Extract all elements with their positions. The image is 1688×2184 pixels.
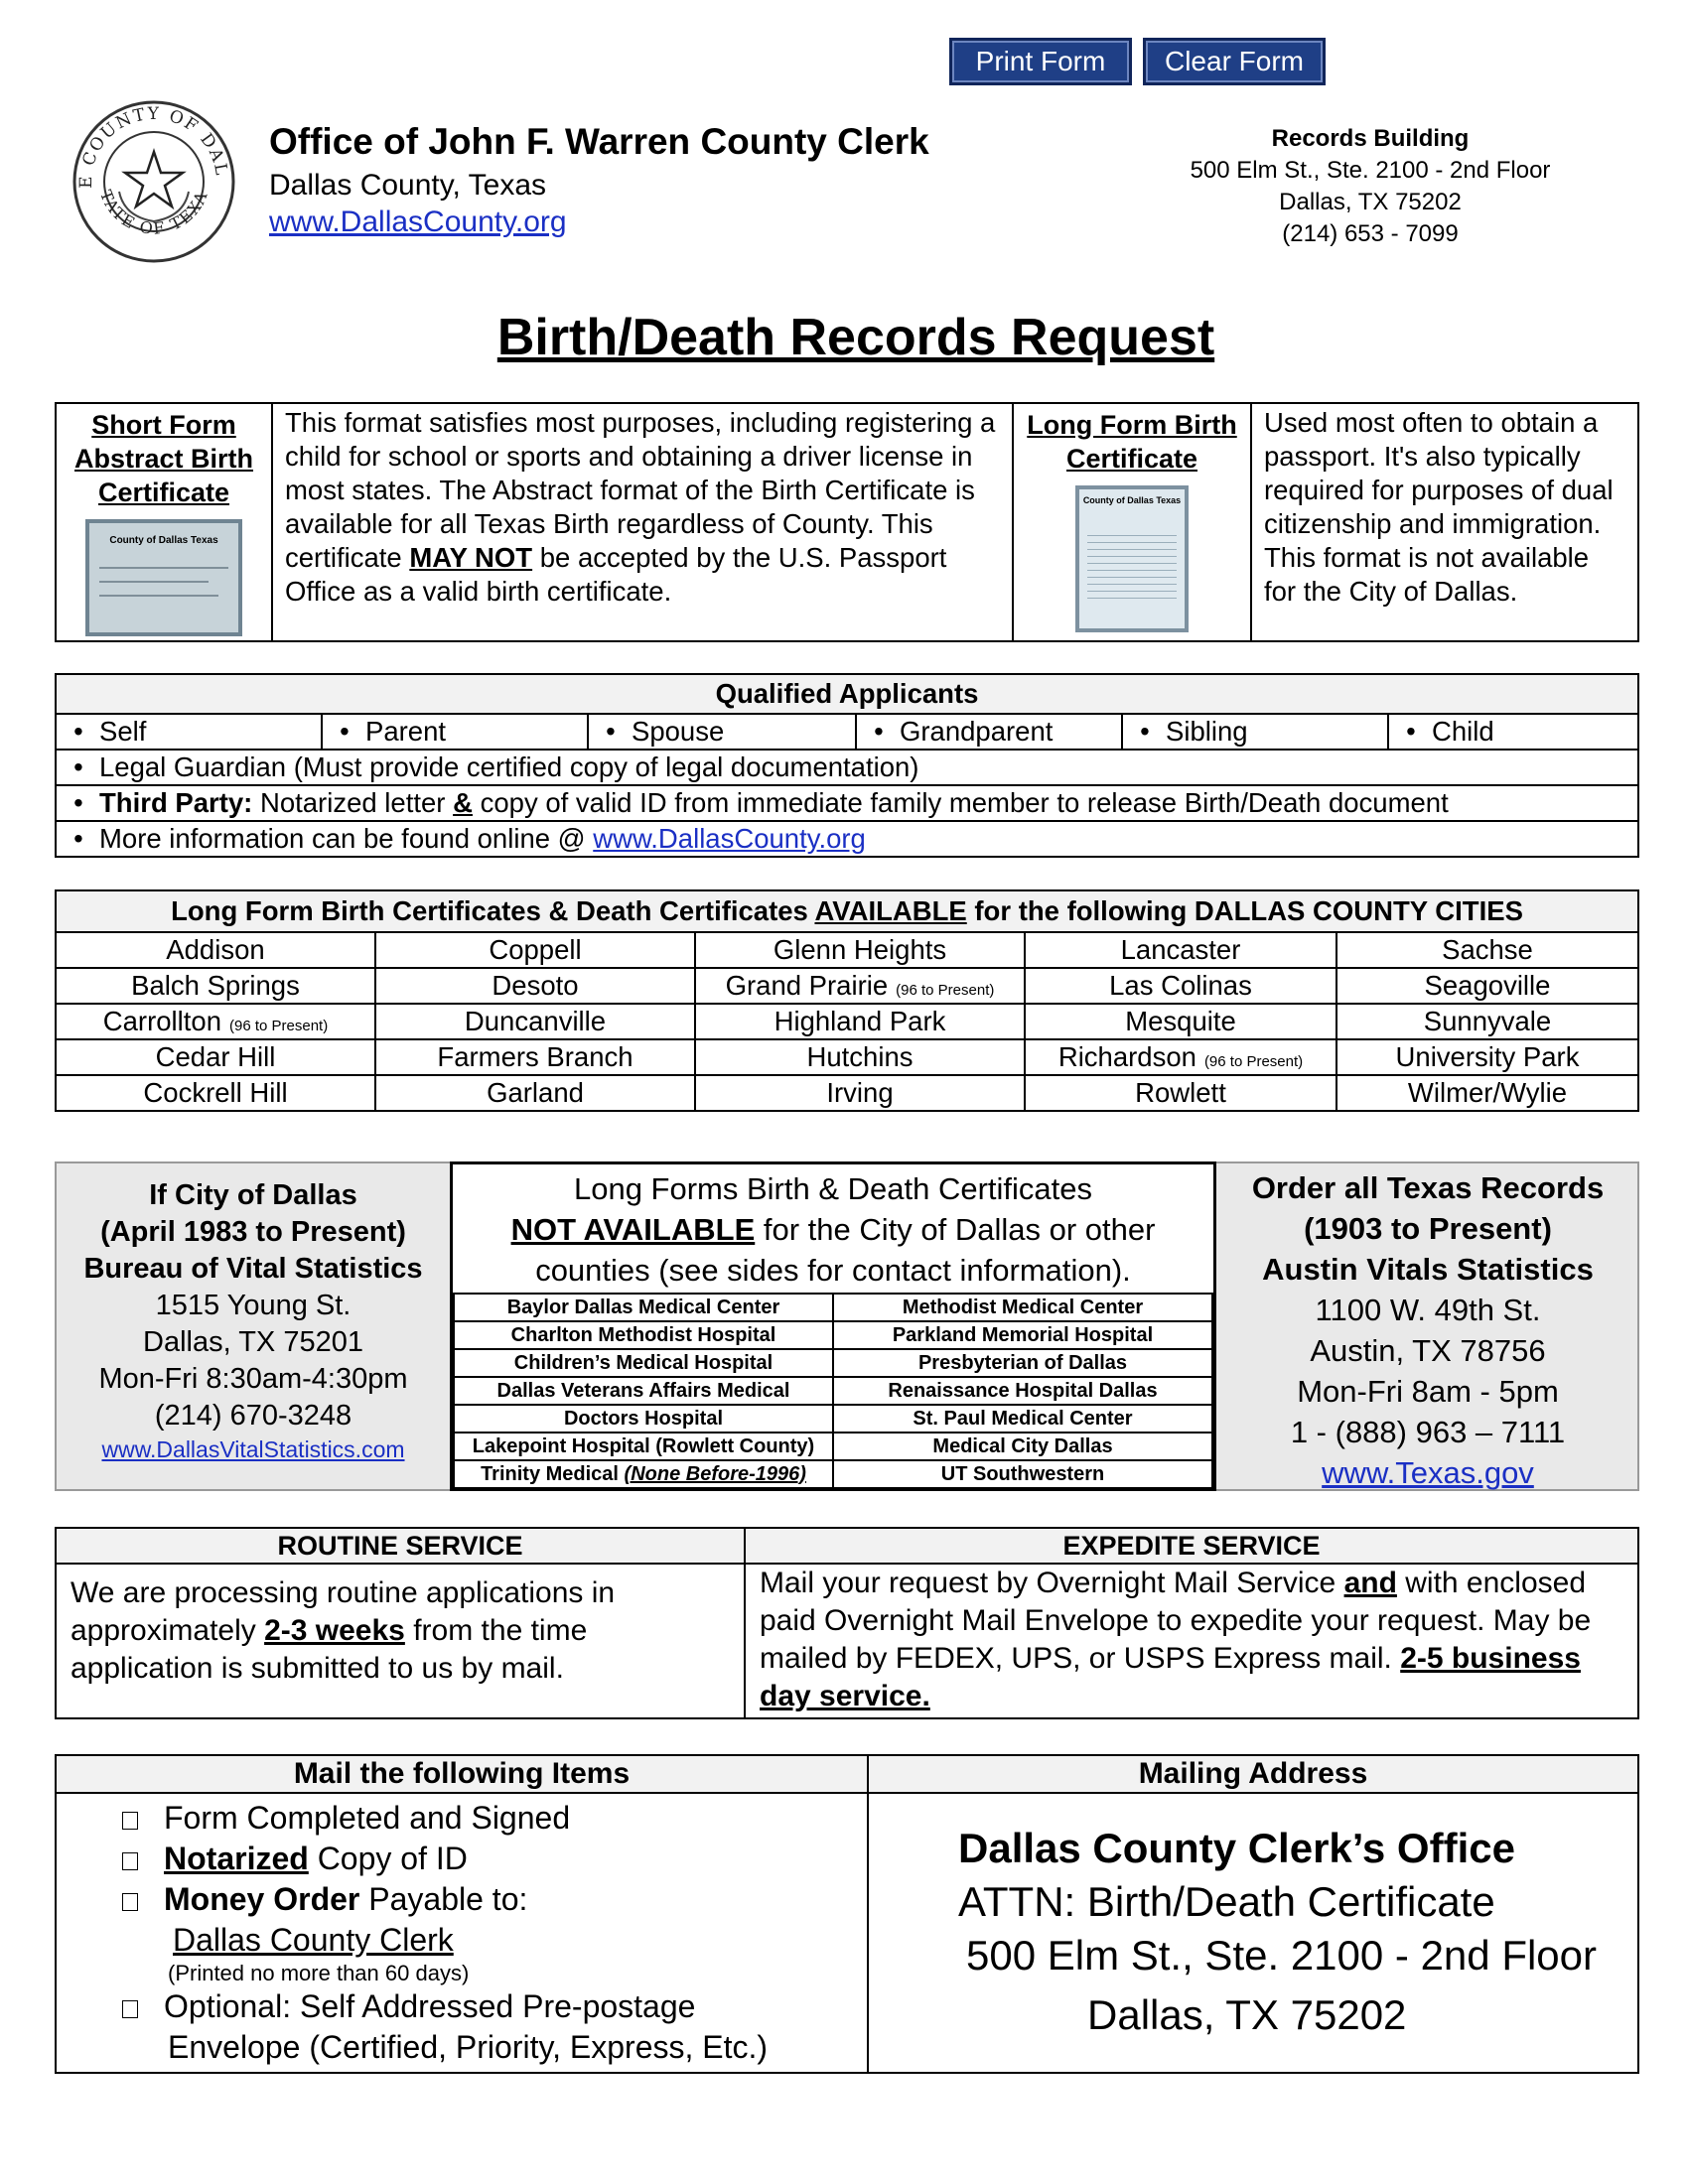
city-cell: Lancaster [1025,932,1336,968]
hospitals-table [453,1293,1213,1489]
address-line-1: Dallas County Clerk’s Office [958,1825,1515,1871]
seal-bottom-text: TATE OF TEXA [95,187,212,238]
applicant-sibling: • Sibling [1122,714,1388,750]
applicant-child: • Child [1388,714,1638,750]
city-cell: Las Colinas [1025,968,1336,1004]
long-form-thumbnail: County of Dallas Texas [1075,485,1189,632]
city-cell: Balch Springs [56,968,375,1004]
address-line-3: 500 Elm St., Ste. 2100 - 2nd Floor [966,1932,1598,1979]
building-name: Records Building [1271,125,1470,152]
city-cell: Cedar Hill [56,1039,375,1075]
routine-service-text: We are processing routine applications in approximately 2-3 weeks from the time application is submitted to us by mail. [56,1564,745,1718]
hospital-cell: Renaissance Hospital Dallas [833,1377,1212,1405]
texas-gov-link[interactable]: www.Texas.gov [1322,1455,1534,1490]
checkbox[interactable] [122,1812,138,1830]
page-title: Birth/Death Records Request [496,309,1215,366]
hospital-row [454,1349,1212,1377]
hospital-cell: UT Southwestern [833,1460,1212,1488]
applicant-self: • Self [56,714,322,750]
county-website-link[interactable]: www.DallasCounty.org [269,205,567,238]
cities-table [55,889,1639,1112]
city-cell: Highland Park [695,1004,1025,1039]
svg-text:THE COUNTY OF DALLAS [70,97,231,189]
city-cell: Coppell [375,932,695,968]
cities-title: Long Form Birth Certificates & Death Certificates AVAILABLE for the following DALLAS COUNTY CITIES [56,890,1638,932]
applicant-guardian: • Legal Guardian (Must provide certified copy of legal documentation) [56,750,1638,785]
applicant-spouse: • Spouse [588,714,856,750]
service-table [55,1527,1639,1719]
city-cell: Hutchins [695,1039,1025,1075]
city-cell: Carrollton (96 to Present) [56,1004,375,1039]
checklist-item: Money Order Payable to: [122,1879,867,1920]
checklist-item: Notarized Copy of ID [122,1839,867,1879]
dallas-city-contact: If City of Dallas (April 1983 to Present) Bureau of Vital Statistics 1515 Young St. Dallas, TX 75201 Mon-Fri 8:30am-4:30pm (214) 670-3248 www.DallasVitalStatistics.com [57,1177,450,1464]
clear-form-button[interactable]: Clear Form [1143,38,1326,85]
city-cell: Glenn Heights [695,932,1025,968]
dallas-vital-statistics-link[interactable]: www.DallasVitalStatistics.com [101,1436,405,1462]
applicants-title: Qualified Applicants [56,674,1638,714]
city-row [56,1075,1638,1111]
texas-contact: Order all Texas Records (1903 to Present) Austin Vitals Statistics 1100 W. 49th St. Austin, TX 78756 Mon-Fri 8am - 5pm 1 - (888) 963 – 7111 www.Texas.gov [1216,1167,1639,1493]
city-cell: Duncanville [375,1004,695,1039]
long-form-cell [1013,403,1251,641]
applicant-parent: • Parent [322,714,588,750]
city-cell: Wilmer/Wylie [1336,1075,1638,1111]
hospital-cell: Doctors Hospital [454,1405,833,1433]
city-row [56,932,1638,968]
hospital-cell: Children’s Medical Hospital [454,1349,833,1377]
city-cell: Rowlett [1025,1075,1336,1111]
city-cell: Addison [56,932,375,968]
checklist-item: Form Completed and Signed [122,1798,867,1839]
hospital-cell: Parkland Memorial Hospital [833,1321,1212,1349]
short-form-cell [56,403,272,641]
county-seal [70,97,238,266]
checklist-item: Optional: Self Addressed Pre-postage [122,1986,867,2027]
checkbox[interactable] [122,1852,138,1870]
address-line-4: Dallas, TX 75202 [1087,1991,1407,2038]
county-state: Dallas County, Texas [269,169,547,202]
hospital-cell: Trinity Medical (None Before-1996) [454,1460,833,1488]
long-form-description: Used most often to obtain a passport. It's also typically required for purposes of dual citizenship and immigration. This format is not available for the City of Dallas. [1251,403,1638,641]
short-form-description: This format satisfies most purposes, including registering a child for school or sports and obtaining a driver license in most states. The Abstract format of the Birth Certificate is available for all Texas Birth regardless of County. This certificate MAY NOT be accepted by the U.S. Passport Office as a valid birth certificate. [272,403,1013,641]
mail-table [55,1754,1639,2074]
short-form-heading: Short Form Abstract Birth Certificate [73,410,254,507]
hospital-cell: Dallas Veterans Affairs Medical [454,1377,833,1405]
city-cell: Sunnyvale [1336,1004,1638,1039]
expedite-service-text: Mail your request by Overnight Mail Service and with enclosed paid Overnight Mail Envelope to expedite your request. May be mailed by FEDEX, UPS, or USPS Express mail. 2-5 business day service. [745,1564,1638,1718]
city-row [56,1039,1638,1075]
not-available-box [450,1161,1216,1491]
payee-note: (Printed no more than 60 days) [168,1961,470,1985]
building-city: Dallas, TX 75202 [1279,189,1462,215]
hospital-row [454,1433,1212,1460]
city-cell: Garland [375,1075,695,1111]
checkbox[interactable] [122,2000,138,2018]
hospital-cell: Medical City Dallas [833,1433,1212,1460]
print-form-button[interactable]: Print Form [949,38,1132,85]
mailing-address-block [868,1793,1638,2073]
hospital-row [454,1294,1212,1321]
building-street: 500 Elm St., Ste. 2100 - 2nd Floor [1190,157,1551,184]
hospital-cell: Lakepoint Hospital (Rowlett County) [454,1433,833,1460]
city-cell: University Park [1336,1039,1638,1075]
hospital-cell: Baylor Dallas Medical Center [454,1294,833,1321]
mail-items-title: Mail the following Items [56,1755,868,1793]
hospital-row [454,1405,1212,1433]
hospital-row [454,1377,1212,1405]
qualified-applicants-table [55,673,1639,858]
hospital-cell: Charlton Methodist Hospital [454,1321,833,1349]
city-cell: Richardson (96 to Present) [1025,1039,1336,1075]
long-form-heading: Long Form Birth Certificate [1027,410,1237,474]
office-name: Office of John F. Warren County Clerk [269,121,929,162]
city-cell: Irving [695,1075,1025,1111]
seal-top-text: E COUNTY OF DAL [75,103,231,189]
checkbox[interactable] [122,1893,138,1911]
mailing-address-title: Mailing Address [868,1755,1638,1793]
hospital-cell: St. Paul Medical Center [833,1405,1212,1433]
may-not-emphasis: MAY NOT [409,542,533,573]
building-phone: (214) 653 - 7099 [1282,220,1459,247]
short-form-thumbnail: County of Dallas Texas [85,519,242,636]
applicant-more-info: • More information can be found online @ www.DallasCounty.org [56,821,1638,857]
format-table [55,402,1639,642]
more-info-link[interactable]: www.DallasCounty.org [593,823,866,854]
not-available-heading: Long Forms Birth & Death Certificates NOT AVAILABLE for the City of Dallas or other counties (see sides for contact information). [510,1171,1156,1288]
city-row [56,968,1638,1004]
hospital-row [454,1321,1212,1349]
checklist-item-cont: Envelope (Certified, Priority, Express, Etc.) [168,2029,769,2065]
city-cell: Desoto [375,968,695,1004]
expedite-service-title: EXPEDITE SERVICE [745,1528,1638,1564]
city-cell: Cockrell Hill [56,1075,375,1111]
applicant-third-party: • Third Party: Notarized letter & copy of valid ID from immediate family member to release Birth/Death document [56,785,1638,821]
city-cell: Sachse [1336,932,1638,968]
hospital-cell: Methodist Medical Center [833,1294,1212,1321]
city-cell: Mesquite [1025,1004,1336,1039]
city-cell: Farmers Branch [375,1039,695,1075]
address-line-2: ATTN: Birth/Death Certificate [958,1878,1495,1925]
city-cell: Grand Prairie (96 to Present) [695,968,1025,1004]
hospital-cell: Presbyterian of Dallas [833,1349,1212,1377]
applicant-grandparent: • Grandparent [856,714,1122,750]
payee: Dallas County Clerk [173,1922,454,1958]
mail-items-list [56,1793,868,2073]
city-cell: Seagoville [1336,968,1638,1004]
city-row [56,1004,1638,1039]
routine-service-title: ROUTINE SERVICE [56,1528,745,1564]
records-building-address [1152,123,1589,250]
